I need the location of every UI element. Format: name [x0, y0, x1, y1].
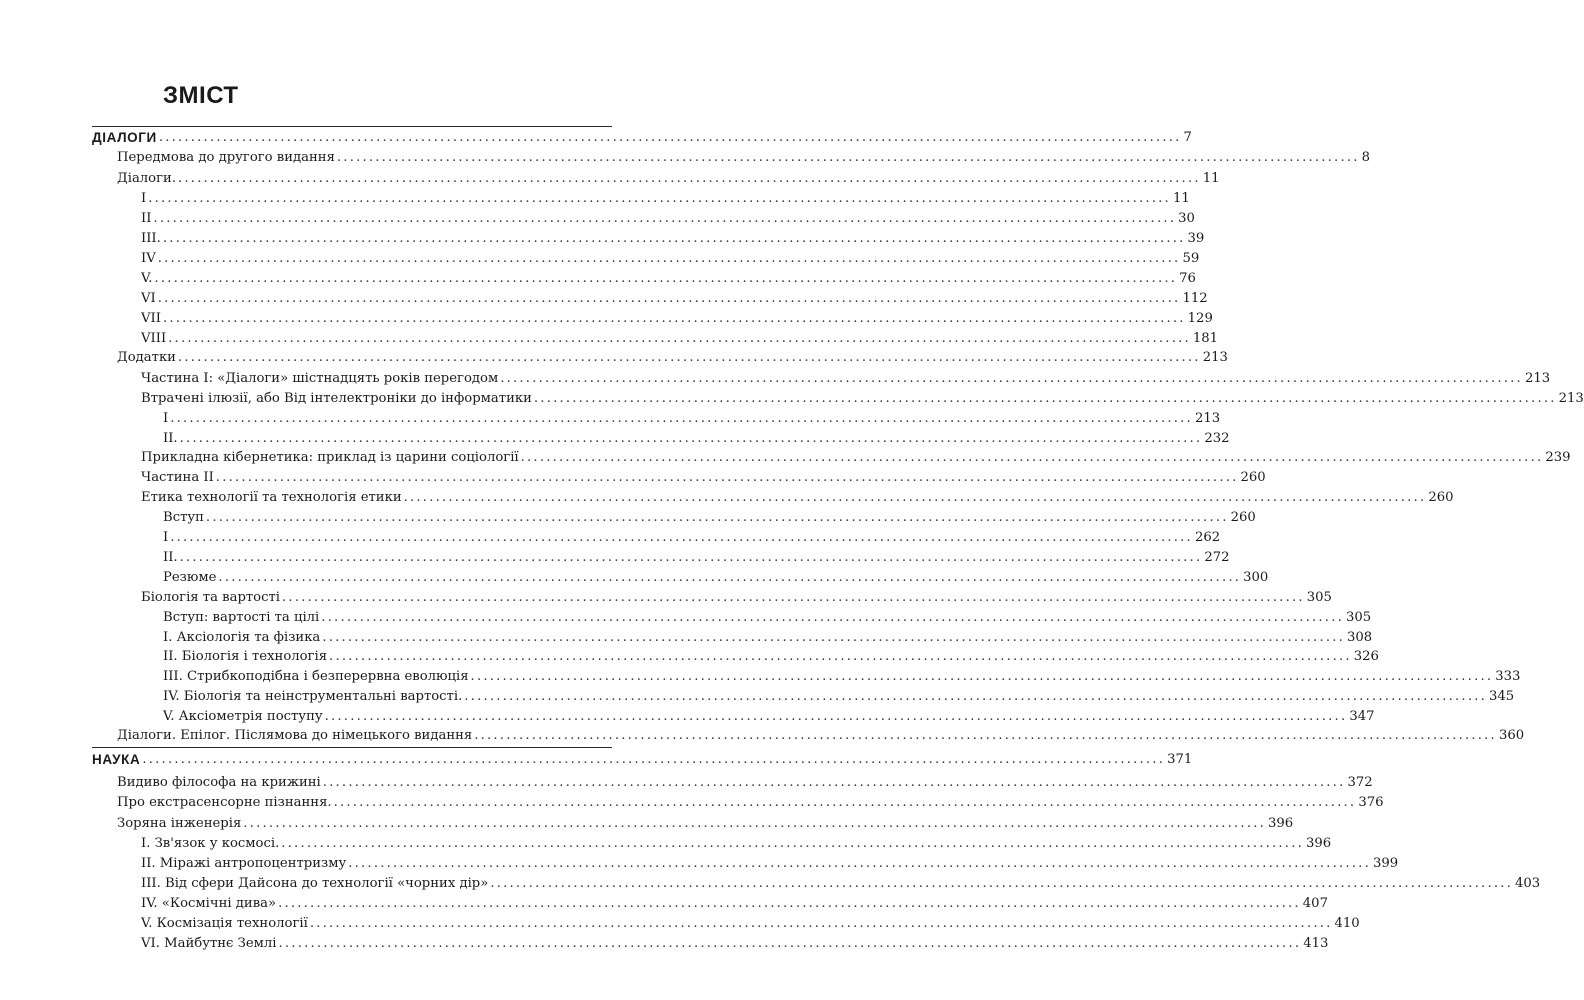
toc-entry-title: VI [141, 291, 156, 306]
toc-entry [0, 791, 1384, 811]
toc-page-number: 345 [1489, 689, 1515, 704]
toc-page-number: 326 [1353, 649, 1379, 664]
toc-entry [0, 606, 1372, 626]
dot-leader: ................................................................................................................................................................ [177, 350, 1201, 365]
toc-page-number: 262 [1194, 530, 1221, 545]
toc-page-number: 11 [1172, 191, 1190, 206]
toc-entry-title: I [163, 530, 169, 545]
dot-leader: ................................................................................................................................................................ [281, 836, 1304, 851]
dot-leader: ................................................................................................................................................................ [324, 709, 1348, 724]
toc-entry-title: VI. Майбутнє Землі [141, 936, 277, 951]
toc-entry [0, 912, 1360, 932]
dot-leader: ................................................................................................................................................................ [170, 530, 1193, 545]
dot-leader: ................................................................................................................................................................ [464, 689, 1487, 704]
toc-entry [0, 526, 1221, 546]
dot-leader: ................................................................................................................................................................ [162, 311, 1186, 326]
toc-entry-title: Вступ [163, 510, 204, 525]
toc-entry-title: IV. «Космічні дива» [141, 896, 277, 911]
toc-page-number: 232 [1204, 431, 1230, 446]
toc-entry-title: II. [163, 431, 178, 446]
toc-page-number: 396 [1268, 816, 1294, 831]
toc-entry-title: I [163, 411, 169, 426]
toc-page-number: 347 [1349, 709, 1375, 724]
toc-section-heading [0, 126, 1192, 146]
dot-leader: ................................................................................................................................................................ [153, 211, 1177, 226]
dot-leader: ................................................................................................................................................................ [154, 271, 1178, 286]
dot-leader: ................................................................................................................................................................ [243, 816, 1266, 831]
dot-leader: ................................................................................................................................................................ [142, 752, 1166, 767]
toc-page-number: 272 [1204, 550, 1230, 565]
dot-leader: ................................................................................................................................................................ [215, 470, 1239, 485]
toc-entry [0, 685, 1515, 705]
toc-page-number: 30 [1178, 211, 1195, 226]
toc-entry [0, 486, 1454, 506]
dot-leader: ................................................................................................................................................................ [218, 570, 1242, 585]
toc-entry [0, 207, 1195, 227]
toc-entry-title: III. [141, 231, 161, 246]
dot-leader: ................................................................................................................................................................ [170, 411, 1193, 426]
toc-entry-title: I. Аксіологія та фізика [163, 630, 321, 645]
toc-entry [0, 771, 1373, 791]
toc-entry-title: IV. Біологія та неінструментальні вартості. [163, 689, 463, 704]
toc-entry [0, 586, 1332, 606]
toc-entry-title: НАУКА [92, 752, 141, 767]
toc-page-number: 11 [1202, 171, 1220, 186]
dot-leader: ................................................................................................................................................................ [205, 510, 1229, 525]
toc-page-number: 112 [1182, 291, 1208, 306]
toc-entry-title: VII [141, 311, 161, 326]
dot-leader: ................................................................................................................................................................ [178, 171, 1201, 186]
dot-leader: ................................................................................................................................................................ [162, 231, 1186, 246]
toc-entry [0, 872, 1541, 892]
toc-page-number: 76 [1179, 271, 1196, 286]
dot-leader: ................................................................................................................................................................ [322, 630, 1346, 645]
toc-entry-title: IV [141, 251, 156, 266]
dot-leader: ................................................................................................................................................................ [321, 610, 1344, 625]
toc-page-number: 410 [1334, 916, 1360, 931]
toc-entry [0, 267, 1196, 287]
toc-entry-title: ДІАЛОГИ [92, 130, 157, 145]
toc-page-number: 407 [1302, 896, 1328, 911]
toc-entry-title: II. Біологія і технологія [163, 649, 328, 664]
dot-leader: ................................................................................................................................................................ [309, 916, 1333, 931]
toc-entry-title: Зоряна інженерія [117, 816, 242, 831]
toc-entry [0, 346, 1228, 366]
toc-entry [0, 287, 1208, 307]
toc-entry [0, 167, 1220, 187]
toc-entry [0, 832, 1332, 852]
toc-entry-title: V. Аксіометрія поступу [163, 709, 323, 724]
toc-page-number: 371 [1167, 752, 1193, 767]
toc-page-number: 360 [1498, 728, 1525, 743]
toc-page-number: 8 [1361, 150, 1371, 165]
toc-entry [0, 466, 1266, 486]
dot-leader: ................................................................................................................................................................ [474, 728, 1497, 743]
toc-page-number: 413 [1303, 936, 1329, 951]
dot-leader: ................................................................................................................................................................ [278, 936, 1302, 951]
dot-leader: ................................................................................................................................................................ [490, 876, 1514, 891]
dot-leader: ................................................................................................................................................................ [336, 150, 1360, 165]
toc-section-heading [0, 748, 1193, 768]
toc-entry [0, 367, 1551, 387]
toc-page-number: 308 [1347, 630, 1373, 645]
toc-entry [0, 932, 1329, 952]
toc-page-number: 399 [1372, 856, 1399, 871]
toc-entry-title: Додатки [117, 350, 176, 365]
toc-entry [0, 227, 1205, 247]
toc-entry [0, 892, 1328, 912]
toc-entry-title: I. Зв'язок у космосі. [141, 836, 280, 851]
toc-entry-title: II. [163, 550, 178, 565]
toc-entry-title: Прикладна кібернетика: приклад із царини соціології [141, 450, 519, 465]
toc-page-number: 59 [1182, 251, 1200, 266]
toc-page-number: 213 [1524, 371, 1551, 386]
toc-page-number: 181 [1192, 331, 1219, 346]
toc-entry-title: Вступ: вартості та цілі [163, 610, 320, 625]
dot-leader: ................................................................................................................................................................ [168, 331, 1191, 346]
toc-entry [0, 566, 1269, 586]
dot-leader: ................................................................................................................................................................ [520, 450, 1544, 465]
toc-page-number: 213 [1202, 350, 1228, 365]
toc-page-number: 396 [1305, 836, 1332, 851]
toc-entry [0, 852, 1399, 872]
toc-entry [0, 812, 1294, 832]
dot-leader: ................................................................................................................................................................ [329, 649, 1352, 664]
toc-page-number: 213 [1194, 411, 1221, 426]
toc-entry [0, 665, 1521, 685]
toc-page-number: 305 [1306, 590, 1332, 605]
dot-leader: ................................................................................................................................................................ [157, 291, 1181, 306]
toc-entry-title: III. Від сфери Дайсона до технології «чорних дір» [141, 876, 489, 891]
toc-page-number: 213 [1558, 391, 1584, 406]
toc-entry-title: V. [141, 271, 153, 286]
toc-page-number: 372 [1347, 775, 1373, 790]
toc-entry [0, 446, 1571, 466]
toc-title: ЗМІСТ [163, 82, 239, 109]
toc-entry-title: II [141, 211, 152, 226]
dot-leader: ................................................................................................................................................................ [282, 590, 1305, 605]
toc-entry [0, 146, 1371, 166]
toc-entry [0, 705, 1375, 725]
toc-page-number: 305 [1345, 610, 1372, 625]
dot-leader: ................................................................................................................................................................ [157, 251, 1181, 266]
toc-page-number: 239 [1545, 450, 1571, 465]
toc-entry [0, 407, 1221, 427]
toc-entry [0, 427, 1230, 447]
dot-leader: ................................................................................................................................................................ [500, 371, 1523, 386]
toc-entry-title: Біологія та вартості [141, 590, 281, 605]
dot-leader: ................................................................................................................................................................ [179, 431, 1203, 446]
toc-entry [0, 327, 1219, 347]
toc-page-number: 376 [1358, 795, 1384, 810]
toc-page-number: 7 [1183, 130, 1192, 145]
toc-entry-title: Частина II [141, 470, 214, 485]
toc-entry-title: Про екстрасенсорне пізнання. [117, 795, 332, 810]
toc-entry-title: Етика технології та технологія етики [141, 490, 402, 505]
dot-leader: ................................................................................................................................................................ [533, 391, 1557, 406]
toc-entry-title: I [141, 191, 147, 206]
toc-entry-title: III. Стрибкоподібна і безперервна еволюція [163, 669, 469, 684]
toc-page-number: 260 [1230, 510, 1256, 525]
toc-entry [0, 247, 1200, 267]
toc-entry [0, 645, 1379, 665]
toc-page-number: 129 [1187, 311, 1213, 326]
toc-page-number: 260 [1428, 490, 1454, 505]
toc-entry-title: Видиво філософа на крижині [117, 775, 321, 790]
toc-entry-title: V. Космізація технології [141, 916, 308, 931]
toc-page-number: 333 [1495, 669, 1521, 684]
toc-entry-title: Резюме [163, 570, 217, 585]
toc-entry [0, 187, 1190, 207]
toc-entry-title: Діалоги. Епілог. Післямова до німецького видання [117, 728, 473, 743]
toc-entry-title: Передмова до другого видання [117, 150, 335, 165]
toc-entry [0, 546, 1230, 566]
toc-entry [0, 387, 1584, 407]
dot-leader: ................................................................................................................................................................ [179, 550, 1203, 565]
toc-entry [0, 626, 1373, 646]
dot-leader: ................................................................................................................................................................ [348, 856, 1371, 871]
toc-entry-title: Втрачені ілюзії, або Від інтелектроніки до інформатики [141, 391, 532, 406]
toc-entry [0, 506, 1256, 526]
toc-page-number: 260 [1240, 470, 1266, 485]
dot-leader: ................................................................................................................................................................ [333, 795, 1357, 810]
dot-leader: ................................................................................................................................................................ [470, 669, 1494, 684]
toc-entry-title: II. Міражі антропоцентризму [141, 856, 347, 871]
toc-entry [0, 724, 1525, 744]
dot-leader: ................................................................................................................................................................ [158, 130, 1182, 145]
dot-leader: ................................................................................................................................................................ [148, 191, 1171, 206]
dot-leader: ................................................................................................................................................................ [278, 896, 1301, 911]
toc-page-number: 403 [1515, 876, 1541, 891]
toc-entry-title: Діалоги. [117, 171, 177, 186]
toc-entry-title: Частина I: «Діалоги» шістнадцять років перегодом [141, 371, 499, 386]
toc-page-number: 300 [1243, 570, 1269, 585]
toc-entry-title: VIII [141, 331, 167, 346]
dot-leader: ................................................................................................................................................................ [403, 490, 1427, 505]
dot-leader: ................................................................................................................................................................ [322, 775, 1346, 790]
toc-entry [0, 307, 1213, 327]
toc-page-number: 39 [1187, 231, 1205, 246]
